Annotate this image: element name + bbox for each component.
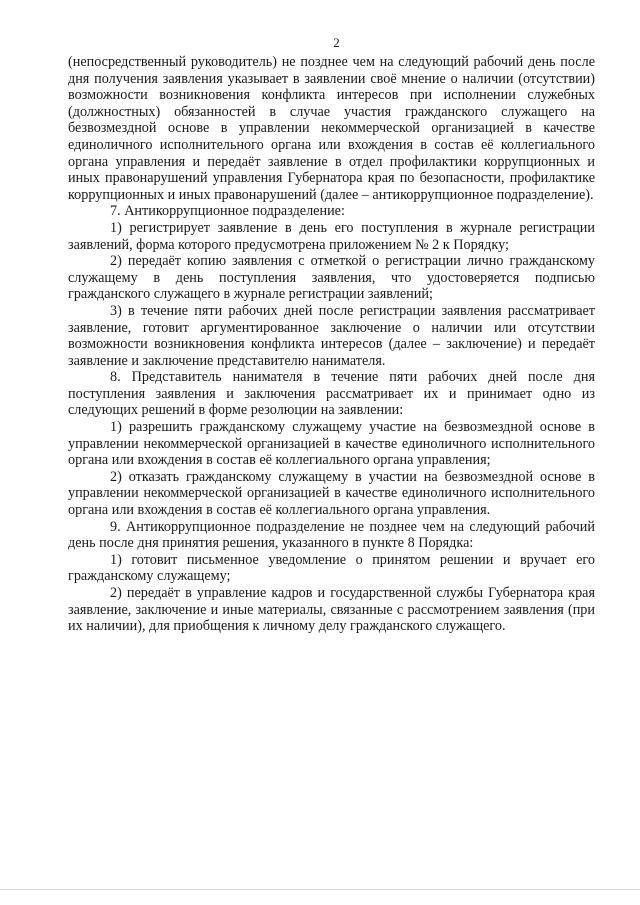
paragraph-item-7-2: 2) передаёт копию заявления с отметкой о регистрации лично гражданскому служащему в день поступления заявления, что удостоверяется подписью гражданского служащего в журнале регистрации заявлений; [68, 253, 595, 303]
paragraph-item-7-1: 1) регистрирует заявление в день его поступления в журнале регистрации заявлений, форма которого предусмотрена приложением № 2 к Порядку; [68, 219, 595, 253]
paragraph-item-9-2: 2) передаёт в управление кадров и государственной службы Губернатора края заявление, заключение и иные материалы, связанные с рассмотрением заявления (при их наличии), для приобщения к личному делу гражданского служащего. [68, 585, 595, 635]
paragraph-item-8-2: 2) отказать гражданскому служащему в участии на безвозмездной основе в управлении некоммерческой организацией в качестве единоличного исполнительного органа или вхождения в состав её коллегиального органа управления. [68, 468, 595, 519]
paragraph-continuation: (непосредственный руководитель) не позднее чем на следующий рабочий день после дня получения заявления указывает в заявлении своё мнение о наличии (отсутствии) возможности возникновения конфликта интересов при исполнении служебных (должностных) обязанностей в случае участия гражданского служащего на безвозмездной основе в управлении некоммерческой организацией в качестве единоличного исполнительного органа или вхождения в состав её коллегиального органа управления и передаёт заявление в отдел профилактики коррупционных и иных правонарушений управления Губернатора края по безопасности, профилактике коррупционных и иных правонарушений (далее – антикоррупционное подразделение). [68, 54, 595, 203]
paragraph-item-9-1: 1) готовит письменное уведомление о принятом решении и вручает его гражданскому служащему; [68, 551, 595, 585]
paragraph-item-8: 8. Представитель нанимателя в течение пяти рабочих дней после дня поступления заявления и заключения рассматривает их и принимает одно из следующих решений в форме резолюции на заявлении: [68, 369, 595, 419]
page-number: 2 [333, 35, 340, 50]
paragraph-item-7: 7. Антикоррупционное подразделение: [110, 203, 345, 220]
paragraph-item-8-1: 1) разрешить гражданскому служащему участие на безвозмездной основе в управлении некоммерческой организацией в качестве единоличного исполнительного органа или вхождения в состав её коллегиального органа управления; [68, 419, 595, 469]
paragraph-item-7-3: 3) в течение пяти рабочих дней после регистрации заявления рассматривает заявление, готовит аргументированное заключение о наличии или отсутствии возможности возникновения конфликта интересов (далее – заключение) и передаёт заявление и заключение представителю нанимателя. [68, 302, 595, 369]
page-bottom-edge [0, 889, 640, 890]
paragraph-item-9: 9. Антикоррупционное подразделение не позднее чем на следующий рабочий день после дня принятия решения, указанного в пункте 8 Порядка: [68, 518, 595, 552]
